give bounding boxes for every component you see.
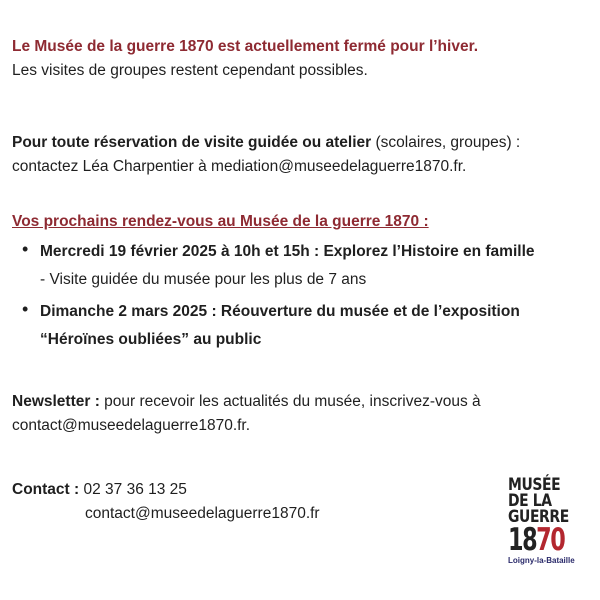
reservation-lead: Pour toute réservation de visite guidée ou atelier bbox=[12, 134, 372, 151]
logo-line-dela: DE LA bbox=[508, 491, 552, 511]
event-title-cont: “Héroïnes oubliées” au public bbox=[40, 331, 262, 348]
event-title: • Mercredi 19 février 2025 à 10h et 15h : Explorez l’Histoire en famille bbox=[40, 243, 535, 260]
logo-line-musee: MUSÉE bbox=[508, 475, 561, 495]
logo-line-guerre: GUERRE bbox=[508, 507, 569, 527]
newsletter-text: pour recevoir les actualités du musée, inscrivez-vous à bbox=[99, 393, 481, 410]
event-detail: - Visite guidée du musée pour les plus de 7 ans bbox=[40, 271, 367, 288]
museum-logo bbox=[508, 477, 578, 577]
contact-paragraph bbox=[12, 478, 320, 526]
events-heading-block bbox=[12, 210, 429, 234]
newsletter-email: contact@museedelaguerre1870.fr. bbox=[12, 417, 251, 434]
events-list bbox=[12, 239, 535, 355]
logo-year-dark: 18 bbox=[508, 522, 537, 558]
events-heading: Vos prochains rendez-vous au Musée de la guerre 1870 : bbox=[12, 213, 429, 230]
reservation-contact: contactez Léa Charpentier à mediation@museedelaguerre1870.fr. bbox=[12, 158, 467, 175]
logo-year-red: 70 bbox=[536, 522, 565, 558]
event-item bbox=[12, 299, 535, 355]
reservation-paragraph bbox=[12, 131, 520, 179]
event-item bbox=[12, 239, 535, 295]
reservation-rest: (scolaires, groupes) : bbox=[371, 134, 521, 151]
newsletter-label: Newsletter : bbox=[12, 393, 100, 410]
closure-notice bbox=[12, 35, 478, 83]
contact-email: contact@museedelaguerre1870.fr bbox=[85, 505, 320, 522]
contact-phone: 02 37 36 13 25 bbox=[79, 481, 187, 498]
logo-year bbox=[508, 522, 565, 558]
closure-subline: Les visites de groupes restent cependant possibles. bbox=[12, 62, 368, 79]
closure-headline: Le Musée de la guerre 1870 est actuellement fermé pour l’hiver. bbox=[12, 38, 479, 55]
logo-place: Loigny-la-Bataille bbox=[508, 556, 575, 565]
newsletter-paragraph bbox=[12, 390, 481, 438]
contact-label: Contact : bbox=[12, 481, 80, 498]
event-title: • Dimanche 2 mars 2025 : Réouverture du musée et de l’exposition bbox=[40, 303, 520, 320]
